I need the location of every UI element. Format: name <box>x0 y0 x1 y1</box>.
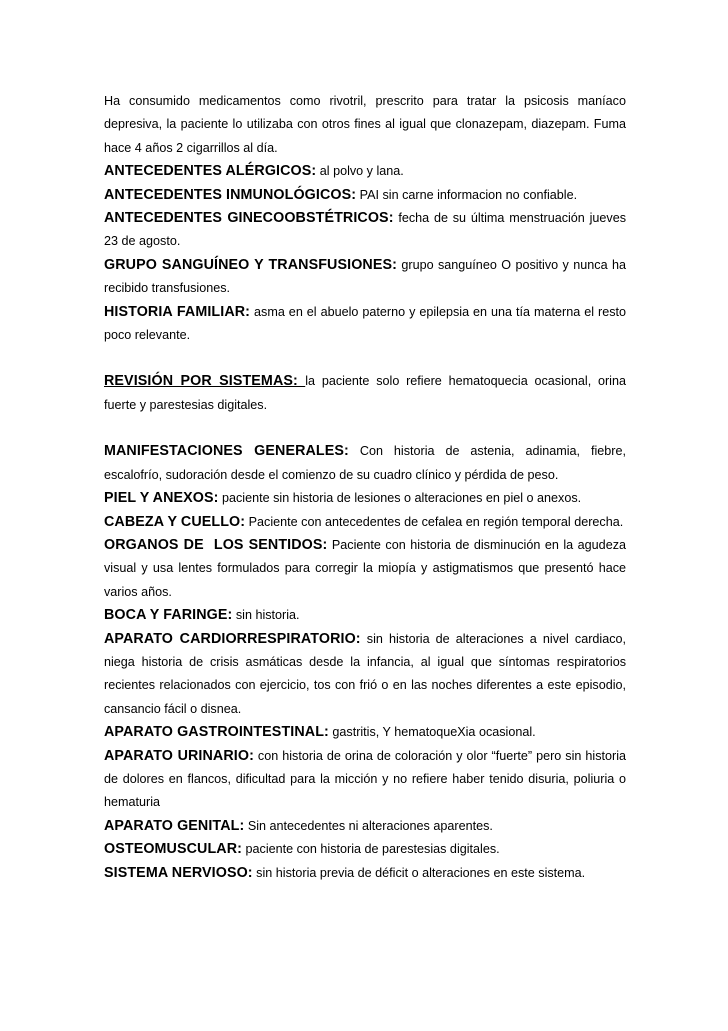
section-aparato-gastrointestinal <box>104 721 626 744</box>
section-alergicos <box>104 160 626 183</box>
blank-line <box>104 347 626 370</box>
section-heading: OSTEOMUSCULAR: <box>104 841 243 858</box>
section-heading: ANTECEDENTES INMUNOLÓGICOS: <box>104 186 357 203</box>
section-heading: HISTORIA FAMILIAR: <box>104 303 251 320</box>
section-heading: BOCA Y FARINGE: <box>104 607 233 624</box>
section-text: sin historia. <box>232 608 300 623</box>
section-text: paciente con historia de parestesias digitales. <box>242 842 500 857</box>
section-heading: APARATO URINARIO: <box>104 747 254 764</box>
section-text: Con historia de astenia, adinamia, fiebre, escalofrío, sudoración desde el comienzo de su cuadro clínico y pérdida de peso. <box>104 444 627 482</box>
section-inmunologicos <box>104 184 626 207</box>
section-text: grupo sanguíneo O positivo y nunca ha recibido transfusiones. <box>104 257 626 296</box>
section-text: gastritis, Y hematoqueXia ocasional. <box>328 725 536 740</box>
section-heading: APARATO CARDIORRESPIRATORIO: <box>104 630 361 647</box>
section-text: con historia de orina de coloración y olor “fuerte” pero sin historia de dolores en flancos, dificultad para la micción y no refiere haber tenido disuria, poliuria o hematuria <box>104 748 626 810</box>
section-text: la paciente solo refiere hematoquecia ocasional, orina fuerte y parestesias digitales. <box>104 374 626 412</box>
section-revision-por-sistemas <box>104 370 626 417</box>
section-boca-y-faringe <box>104 604 626 627</box>
section-text: PAI sin carne informacion no confiable. <box>356 187 578 202</box>
section-aparato-genital <box>104 815 626 838</box>
section-text: sin historia de alteraciones a nivel cardiaco, niega historia de crisis asmáticas desde la infancia, al igual que síntomas respiratorios recientes relacionados con ejercicio, tos con frió o en las noches diferentes a este episodio, cansancio fácil o disnea. <box>104 631 626 716</box>
section-text: Paciente con historia de disminución en la agudeza visual y usa lentes formulados para corregir la miopía y astigmatismos que presentó hace varios años. <box>104 537 626 599</box>
section-text: asma en el abuelo paterno y epilepsia en una tía materna el resto poco relevante. <box>104 304 626 343</box>
section-grupo-sanguineo <box>104 254 626 301</box>
section-heading: APARATO GASTROINTESTINAL: <box>104 724 329 741</box>
section-text: Sin antecedentes ni alteraciones aparentes. <box>244 818 493 833</box>
section-heading: CABEZA Y CUELLO: <box>104 513 246 530</box>
section-aparato-cardiorrespiratorio <box>104 628 626 722</box>
blank-line <box>104 417 626 440</box>
section-heading: SISTEMA NERVIOSO: <box>104 864 253 881</box>
section-text: al polvo y lana. <box>316 164 404 179</box>
section-piel-y-anexos <box>104 487 626 510</box>
section-manifestaciones-generales <box>104 440 626 487</box>
document-page <box>104 90 626 885</box>
section-heading: ORGANOS DE LOS SENTIDOS: <box>104 536 328 553</box>
section-ginecoobstetricos <box>104 207 626 254</box>
section-heading: ANTECEDENTES GINECOOBSTÉTRICOS: <box>104 210 394 227</box>
section-text: sin historia previa de déficit o alteraciones en este sistema. <box>252 865 586 880</box>
section-text: fecha de su última menstruación jueves 23 de agosto. <box>104 211 626 249</box>
section-heading: GRUPO SANGUÍNEO Y TRANSFUSIONES: <box>104 256 397 273</box>
section-heading: MANIFESTACIONES GENERALES: <box>104 443 349 460</box>
section-historia-familiar <box>104 301 626 348</box>
section-heading: ANTECEDENTES ALÉRGICOS: <box>104 163 317 180</box>
section-text: paciente sin historia de lesiones o alteraciones en piel o anexos. <box>218 491 582 506</box>
section-aparato-urinario <box>104 745 626 815</box>
section-organos-de-los-sentidos <box>104 534 626 604</box>
section-sistema-nervioso <box>104 862 626 885</box>
section-osteomuscular <box>104 838 626 861</box>
section-cabeza-y-cuello <box>104 511 626 534</box>
intro-paragraph: Ha consumido medicamentos como rivotril, prescrito para tratar la psicosis maníaco depresiva, la paciente lo utilizaba con otros fines al igual que clonazepam, diazepam. Fuma hace 4 años 2 cigarrillos al día. <box>104 94 626 155</box>
section-text: Paciente con antecedentes de cefalea en región temporal derecha. <box>245 514 624 529</box>
section-heading: PIEL Y ANEXOS: <box>104 490 219 507</box>
section-heading: APARATO GENITAL: <box>104 817 245 834</box>
section-heading: REVISIÓN POR SISTEMAS: <box>104 373 306 390</box>
